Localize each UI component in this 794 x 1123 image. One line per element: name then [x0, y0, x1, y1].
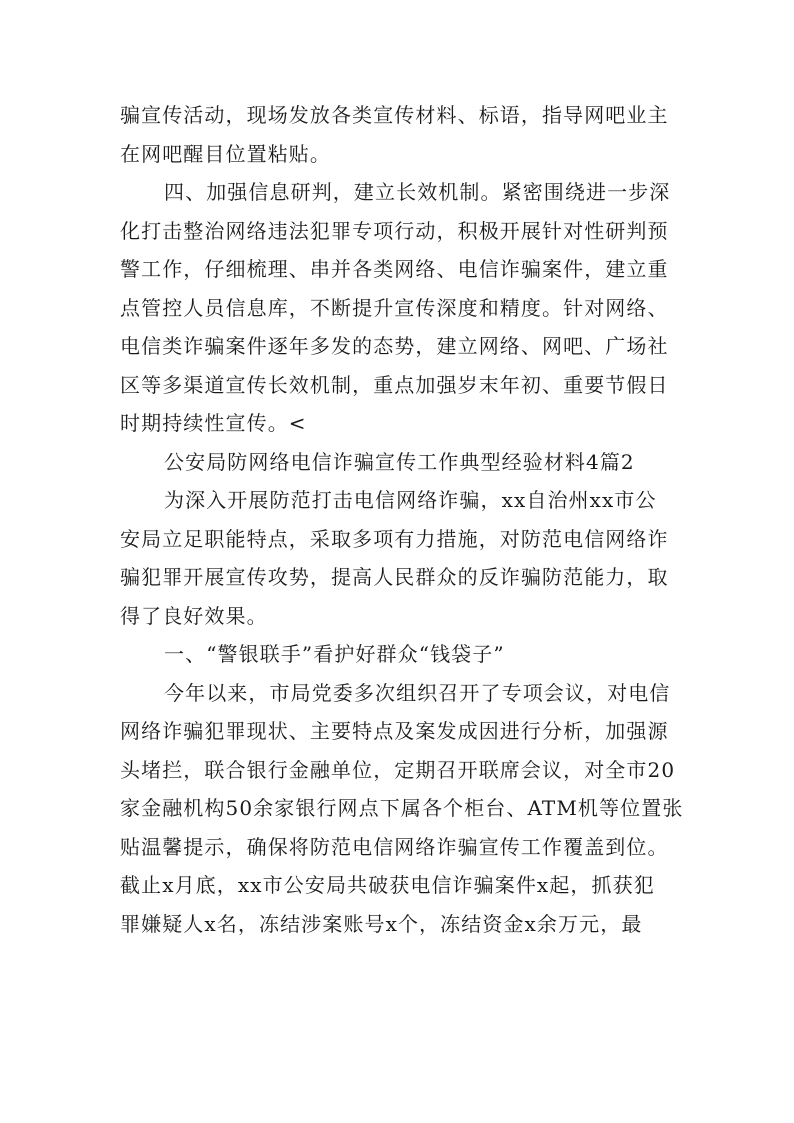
text-line: 点管控人员信息库，不断提升宣传深度和精度。针对网络、: [120, 295, 669, 320]
section-heading-4: 四、加强信息研判，建立长效机制。紧密围绕进一步深: [164, 180, 671, 204]
text-line: 截止x月底，xx市公安局共破获电信诈骗案件x起，抓获犯: [120, 873, 655, 897]
text-line: 警工作，仔细梳理、串并各类网络、电信诈骗案件，建立重: [120, 257, 669, 281]
text-line: 骗犯罪开展宣传攻势，提高人民群众的反诈骗防范能力，取: [120, 565, 669, 589]
text-line: 区等多渠道宣传长效机制，重点加强岁末年初、重要节假日: [120, 372, 669, 397]
text-line: 得了良好效果。: [120, 603, 268, 628]
text-line: 化打击整治网络违法犯罪专项行动，积极开展针对性研判预: [120, 218, 669, 243]
section-heading-1: 一、“警银联手”看护好群众“钱袋子”: [164, 642, 505, 666]
text-line: 网络诈骗犯罪现状、主要特点及案发成因进行分析，加强源: [120, 719, 669, 743]
text-line: 时期持续性宣传。<: [120, 411, 307, 435]
text-line: 电信类诈骗案件逐年多发的态势，建立网络、网吧、广场社: [120, 334, 669, 358]
text-line: 头堵拦，联合银行金融单位，定期召开联席会议，对全市20: [120, 757, 676, 782]
text-line: 安局立足职能特点，采取多项有力措施，对防范电信网络诈: [120, 526, 669, 551]
text-line: 贴温馨提示，确保将防范电信网络诈骗宣传工作覆盖到位。: [120, 834, 669, 859]
text-line: 罪嫌疑人x名，冻结涉案账号x个，冻结资金x余万元，最: [120, 911, 643, 936]
text-line: 在网吧醒目位置粘贴。: [120, 141, 331, 166]
text-line: 家金融机构50余家银行网点下属各个柜台、ATM机等位置张: [120, 796, 684, 820]
document-title: 公安局防网络电信诈骗宣传工作典型经验材料4篇2: [164, 449, 635, 474]
text-line: 为深入开展防范打击电信网络诈骗，xx自治州xx市公: [164, 488, 657, 512]
text-line: 今年以来，市局党委多次组织召开了专项会议，对电信: [164, 680, 671, 705]
text-line: 骗宣传活动，现场发放各类宣传材料、标语，指导网吧业主: [120, 103, 669, 127]
document-body: [120, 96, 690, 943]
